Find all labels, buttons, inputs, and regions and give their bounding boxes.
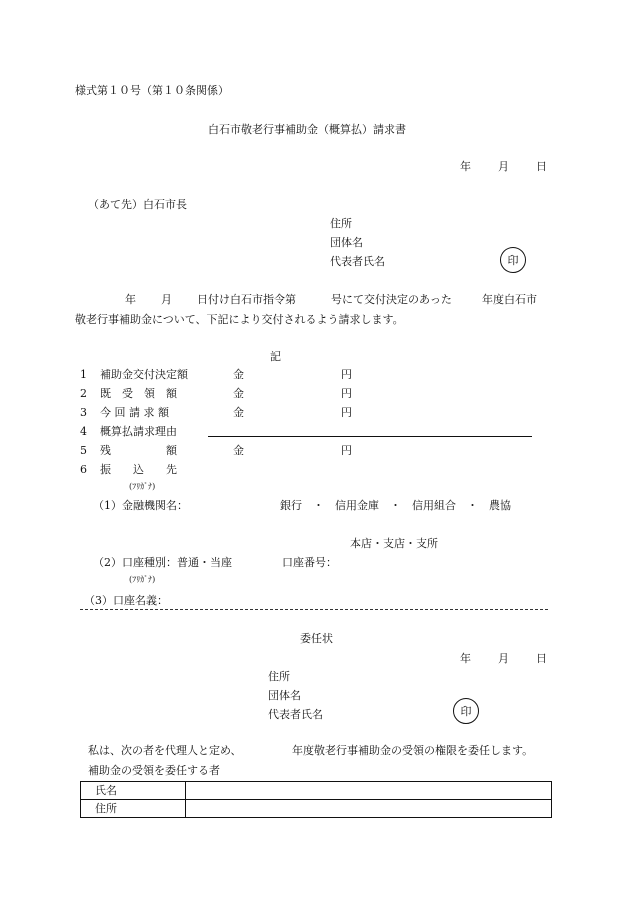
- furigana-label: (ﾌﾘｶﾞﾅ): [129, 482, 156, 491]
- item-label: 残 額: [100, 444, 177, 457]
- delegation-date-year: 年: [460, 652, 471, 665]
- item-kin: 金: [233, 368, 244, 381]
- date-year: 年: [460, 160, 471, 173]
- applicant-org-label: 団体名: [330, 236, 363, 249]
- applicant-rep-label: 代表者氏名: [330, 255, 385, 268]
- agent-address-value[interactable]: [186, 800, 552, 818]
- item-yen: 円: [341, 406, 352, 419]
- cut-line: [80, 609, 548, 610]
- item-kin: 金: [233, 387, 244, 400]
- item-yen: 円: [341, 387, 352, 400]
- account-name-label: （3）口座名義：: [84, 594, 168, 607]
- item-kin: 金: [233, 406, 244, 419]
- furigana-label: (ﾌﾘｶﾞﾅ): [129, 575, 156, 584]
- item-yen: 円: [341, 368, 352, 381]
- form-number: 様式第１０号（第１０条関係）: [75, 84, 229, 97]
- delegation-date-month: 月: [498, 652, 509, 665]
- delegation-rep-label: 代表者氏名: [268, 708, 323, 721]
- item-label: 今 回 請 求 額: [100, 406, 169, 419]
- body-fiscal: 年度白石市: [482, 293, 537, 306]
- body-year: 年: [125, 293, 136, 306]
- item-num: 1: [80, 368, 87, 381]
- delegation-date-day: 日: [536, 652, 547, 665]
- item-num: 3: [80, 406, 87, 419]
- table-row: [81, 800, 552, 818]
- applicant-address-label: 住所: [330, 217, 352, 230]
- bank-name-label: （1）金融機関名：: [93, 499, 188, 512]
- item-label: 補助金交付決定額: [100, 368, 188, 381]
- date-day: 日: [536, 160, 547, 173]
- reason-underline: [208, 436, 532, 437]
- bank-types: 銀行 ・ 信用金庫 ・ 信用組合 ・ 農協: [280, 499, 511, 512]
- agent-name-label: 氏名: [81, 782, 186, 800]
- ki-heading: 記: [270, 350, 281, 363]
- account-type-label: （2）口座種別：普通・当座: [93, 556, 232, 569]
- item-num: 5: [80, 444, 87, 457]
- delegation-org-label: 団体名: [268, 689, 301, 702]
- delegation-text-part1: 私は、次の者を代理人と定め、: [88, 744, 242, 757]
- addressee: （あて先）白石市長: [88, 198, 187, 211]
- body-month: 月: [161, 293, 172, 306]
- branch-types: 本店・支店・支所: [350, 537, 438, 550]
- item-yen: 円: [341, 444, 352, 457]
- seal-stamp: 印: [453, 698, 479, 724]
- agent-table: [80, 781, 552, 818]
- item-num: 4: [80, 425, 87, 438]
- item-num: 2: [80, 387, 87, 400]
- account-number-label: 口座番号：: [282, 556, 337, 569]
- item-label: 振 込 先: [100, 463, 177, 476]
- agent-heading: 補助金の受領を委任する者: [88, 764, 220, 777]
- agent-name-value[interactable]: [186, 782, 552, 800]
- item-label: 既 受 領 額: [100, 387, 177, 400]
- body-date-ref: 日付け白石市指令第: [197, 293, 296, 306]
- item-kin: 金: [233, 444, 244, 457]
- delegation-title: 委任状: [300, 632, 333, 645]
- delegation-address-label: 住所: [268, 670, 290, 683]
- agent-address-label: 住所: [81, 800, 186, 818]
- date-month: 月: [498, 160, 509, 173]
- delegation-text-part2: 年度敬老行事補助金の受領の権限を委任します。: [292, 744, 534, 757]
- item-num: 6: [80, 463, 87, 476]
- body-line2: 敬老行事補助金について、下記により交付されるよう請求します。: [75, 313, 404, 326]
- seal-stamp: 印: [500, 247, 526, 273]
- table-row: [81, 782, 552, 800]
- document-title: 白石市敬老行事補助金（概算払）請求書: [208, 123, 406, 136]
- body-number-ref: 号にて交付決定のあった: [331, 293, 452, 306]
- item-label: 概算払請求理由: [100, 425, 177, 438]
